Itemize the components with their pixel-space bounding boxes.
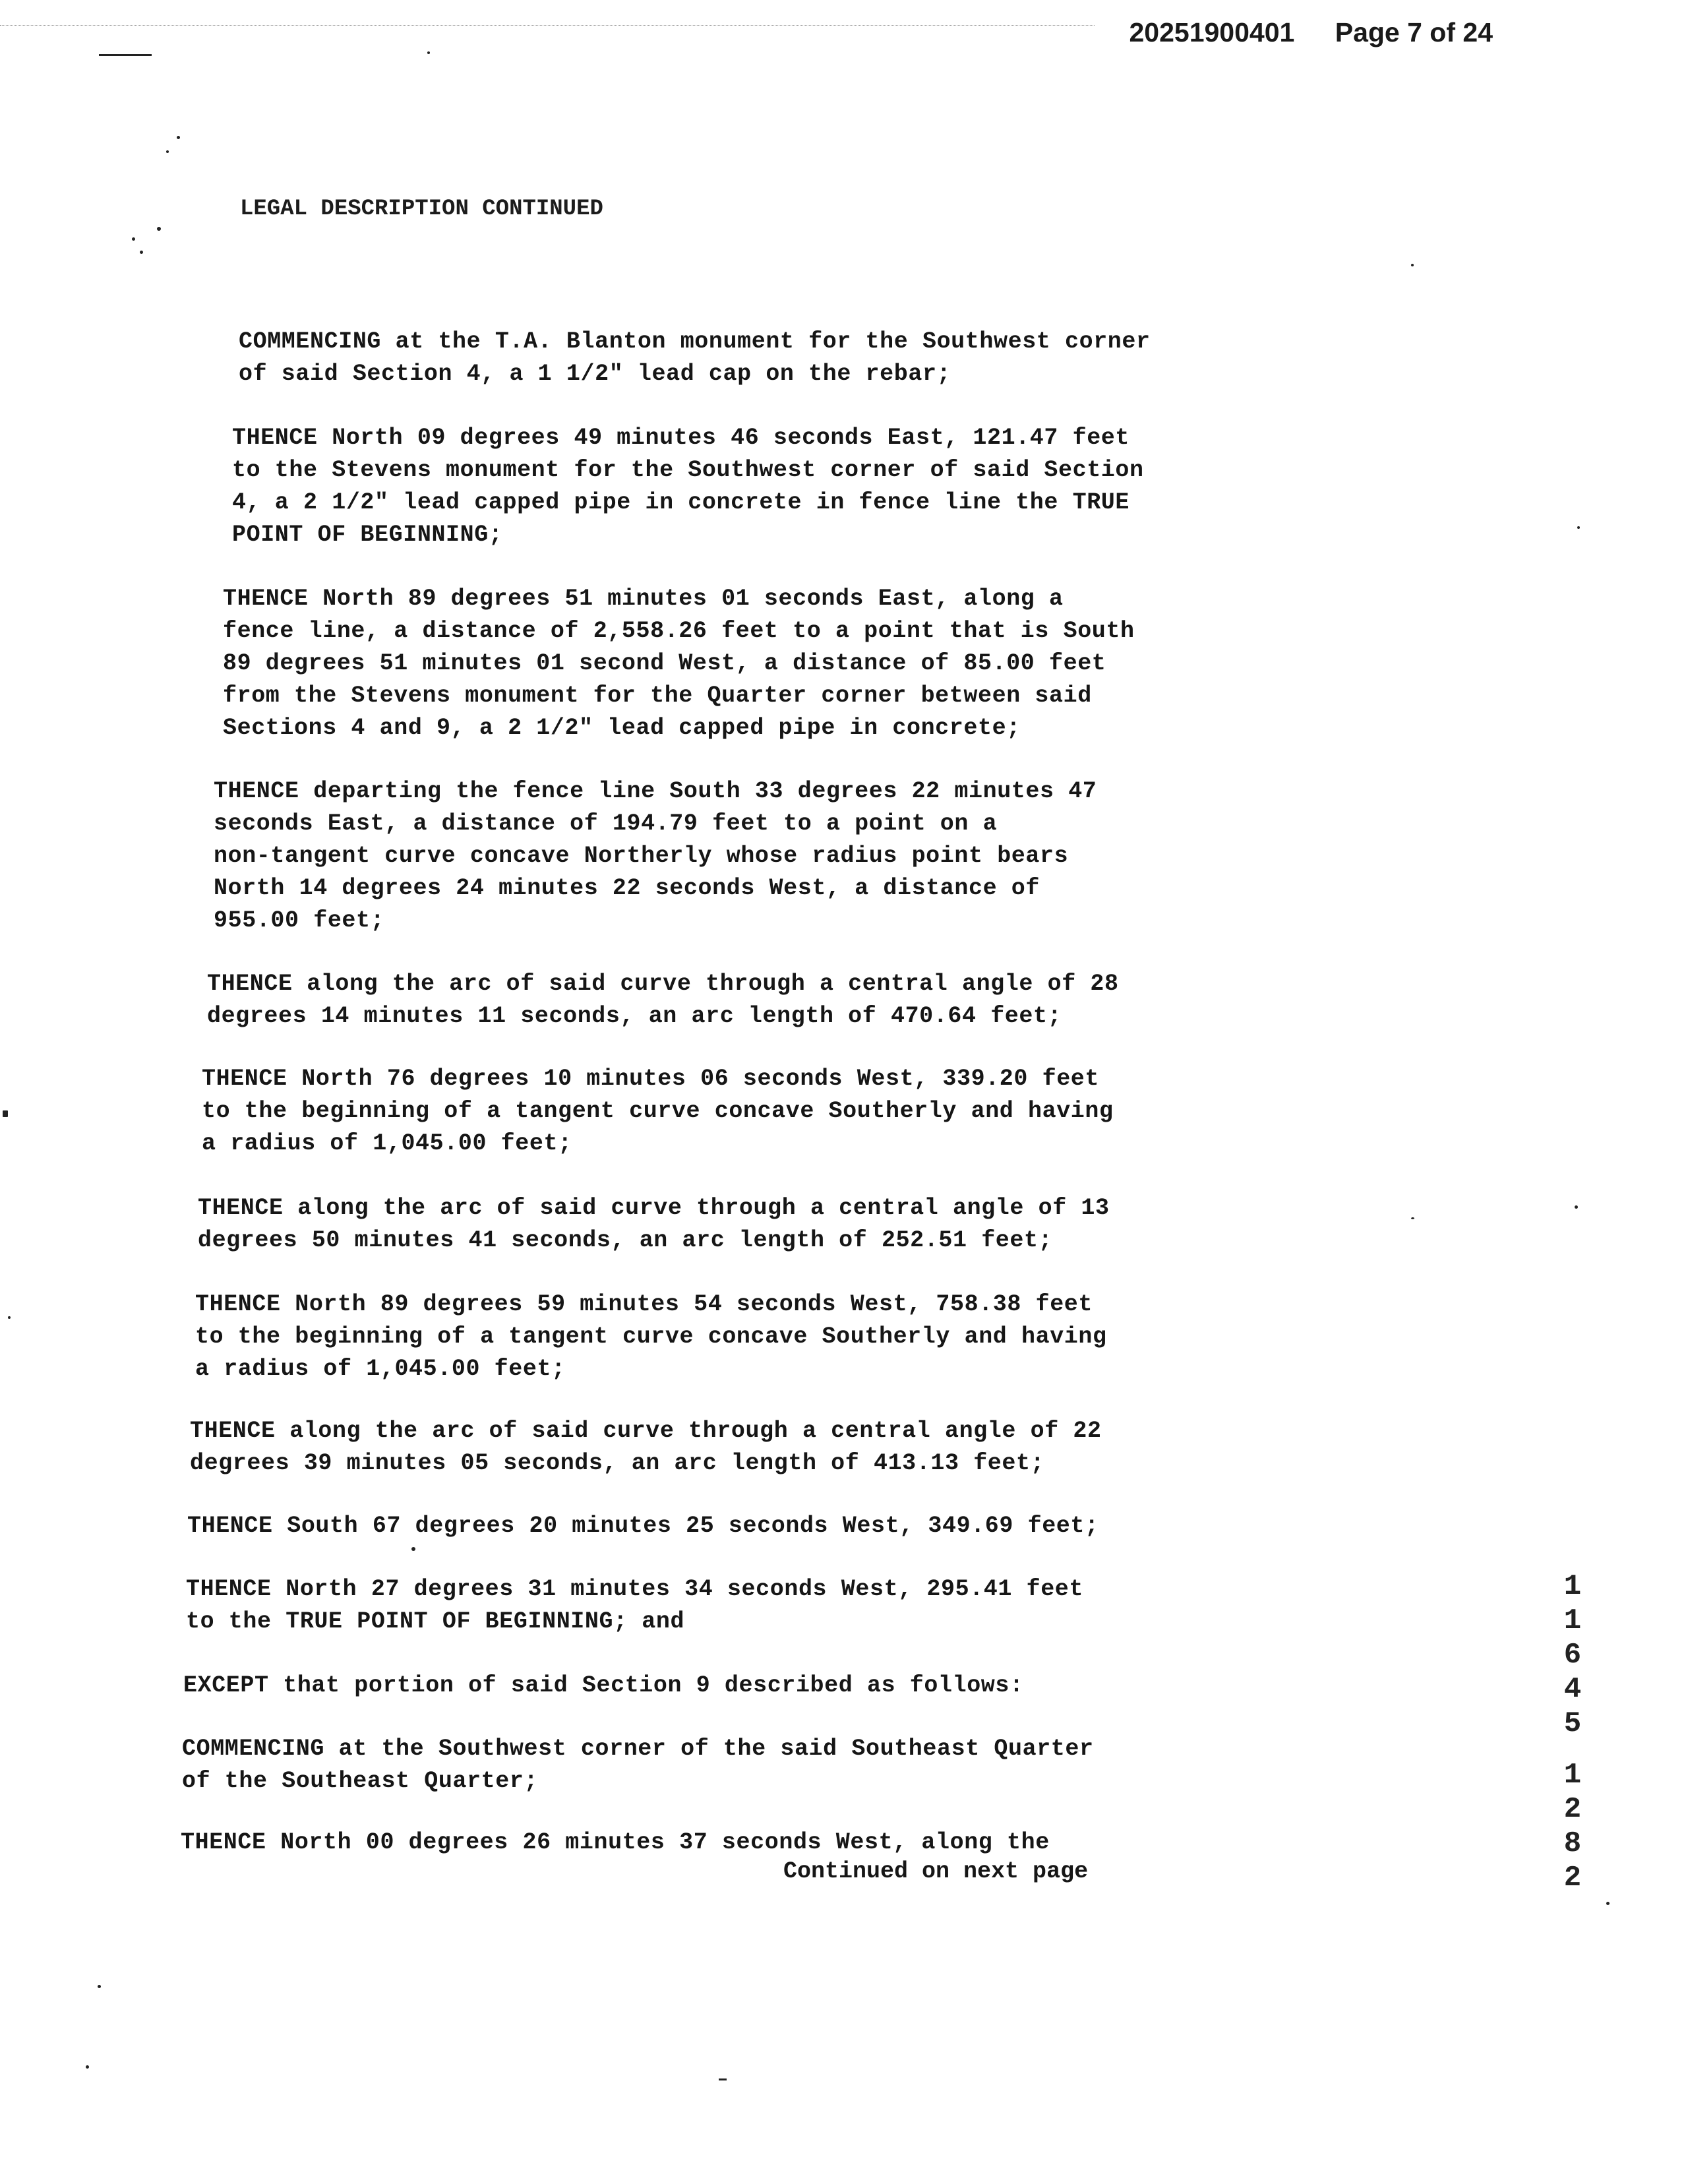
stamp-digit: 4 — [1563, 1673, 1582, 1706]
paragraph-thence-10: THENCE North 27 degrees 31 minutes 34 seconds West, 295.41 feet to the TRUE POINT OF BEGINNING; and — [186, 1576, 1084, 1635]
paragraph-thence-11: THENCE North 00 degrees 26 minutes 37 seconds West, along the — [181, 1829, 1050, 1856]
stamp-digit: 8 — [1563, 1827, 1582, 1860]
stamp-digit: 2 — [1563, 1793, 1582, 1826]
page-header — [1129, 17, 1493, 48]
paragraph-thence-8: THENCE along the arc of said curve through a central angle of 22 degrees 39 minutes 05 seconds, an arc length of 413.13 feet; — [190, 1418, 1102, 1476]
paragraph-thence-4: THENCE along the arc of said curve through a central angle of 28 degrees 14 minutes 11 seconds, an arc length of 470.64 feet; — [207, 971, 1119, 1029]
paragraph-thence-3: THENCE departing the fence line South 33 degrees 22 minutes 47 seconds East, a distance of 194.79 feet to a point on a non-tangent curve concave Northerly whose radius point bears North 14 degrees 24 minutes 22 seconds West, a distance of 955.00 feet; — [214, 778, 1097, 934]
scan-speck — [1411, 264, 1414, 266]
paragraph-thence-6: THENCE along the arc of said curve through a central angle of 13 degrees 50 minutes 41 seconds, an arc length of 252.51 feet; — [198, 1195, 1110, 1254]
scan-speck — [157, 227, 161, 231]
scan-speck — [719, 2078, 727, 2080]
paragraph-except: EXCEPT that portion of said Section 9 described as follows: — [183, 1672, 1024, 1699]
page-label: Page 7 of 24 — [1335, 17, 1493, 47]
paragraph-thence-1: THENCE North 09 degrees 49 minutes 46 seconds East, 121.47 feet to the Stevens monument for the Southwest corner of said Section 4, a 2 1/2" lead capped pipe in concrete in fence line the TRUE POINT OF BEGINNING; — [232, 425, 1144, 548]
side-stamp-number — [1556, 1569, 1589, 1895]
stamp-digit: 1 — [1563, 1604, 1582, 1637]
paragraph-commencing: COMMENCING at the T.A. Blanton monument for the Southwest corner of said Section 4, a 1 1/2" lead cap on the rebar; — [239, 328, 1151, 387]
scan-speck — [140, 251, 143, 254]
scan-speck — [98, 1985, 101, 1988]
continued-note: Continued on next page — [783, 1858, 1089, 1885]
scan-speck — [1606, 1902, 1610, 1905]
document-number: 20251900401 — [1129, 17, 1295, 47]
scan-speck — [1411, 1217, 1414, 1219]
paragraph-thence-5: THENCE North 76 degrees 10 minutes 06 seconds West, 339.20 feet to the beginning of a tangent curve concave Southerly and having a radius of 1,045.00 feet; — [202, 1066, 1114, 1157]
scan-speck — [8, 1316, 11, 1319]
scan-speck — [166, 150, 169, 153]
scan-speck — [1575, 1205, 1578, 1209]
stamp-digit: 6 — [1563, 1639, 1582, 1672]
paragraph-commencing-2: COMMENCING at the Southwest corner of the said Southeast Quarter of the Southeast Quarter; — [182, 1736, 1094, 1794]
paragraph-thence-7: THENCE North 89 degrees 59 minutes 54 seconds West, 758.38 feet to the beginning of a tangent curve concave Southerly and having a radius of 1,045.00 feet; — [195, 1291, 1107, 1382]
scan-speck — [1577, 526, 1580, 529]
stamp-digit: 1 — [1563, 1570, 1582, 1603]
paragraph-thence-2: THENCE North 89 degrees 51 minutes 01 seconds East, along a fence line, a distance of 2,558.26 feet to a point that is South 89 degrees 51 minutes 01 second West, a distance of 85.00 feet from the Stevens monument for the Quarter corner between said Sections 4 and 9, a 2 1/2" lead capped pipe in concrete; — [223, 586, 1135, 741]
scan-top-rule — [0, 25, 1095, 26]
stamp-digit: 1 — [1563, 1759, 1582, 1792]
section-title: LEGAL DESCRIPTION CONTINUED — [240, 197, 603, 222]
scan-speck — [427, 51, 430, 54]
scan-speck — [411, 1547, 415, 1551]
stamp-digit: 5 — [1563, 1707, 1582, 1740]
paragraph-thence-9: THENCE South 67 degrees 20 minutes 25 seconds West, 349.69 feet; — [187, 1513, 1099, 1539]
scan-speck — [177, 136, 180, 139]
scan-speck — [3, 1110, 8, 1117]
scan-speck — [86, 2065, 89, 2069]
scan-speck — [99, 54, 152, 56]
scan-speck — [132, 237, 135, 241]
stamp-digit: 2 — [1563, 1862, 1582, 1895]
